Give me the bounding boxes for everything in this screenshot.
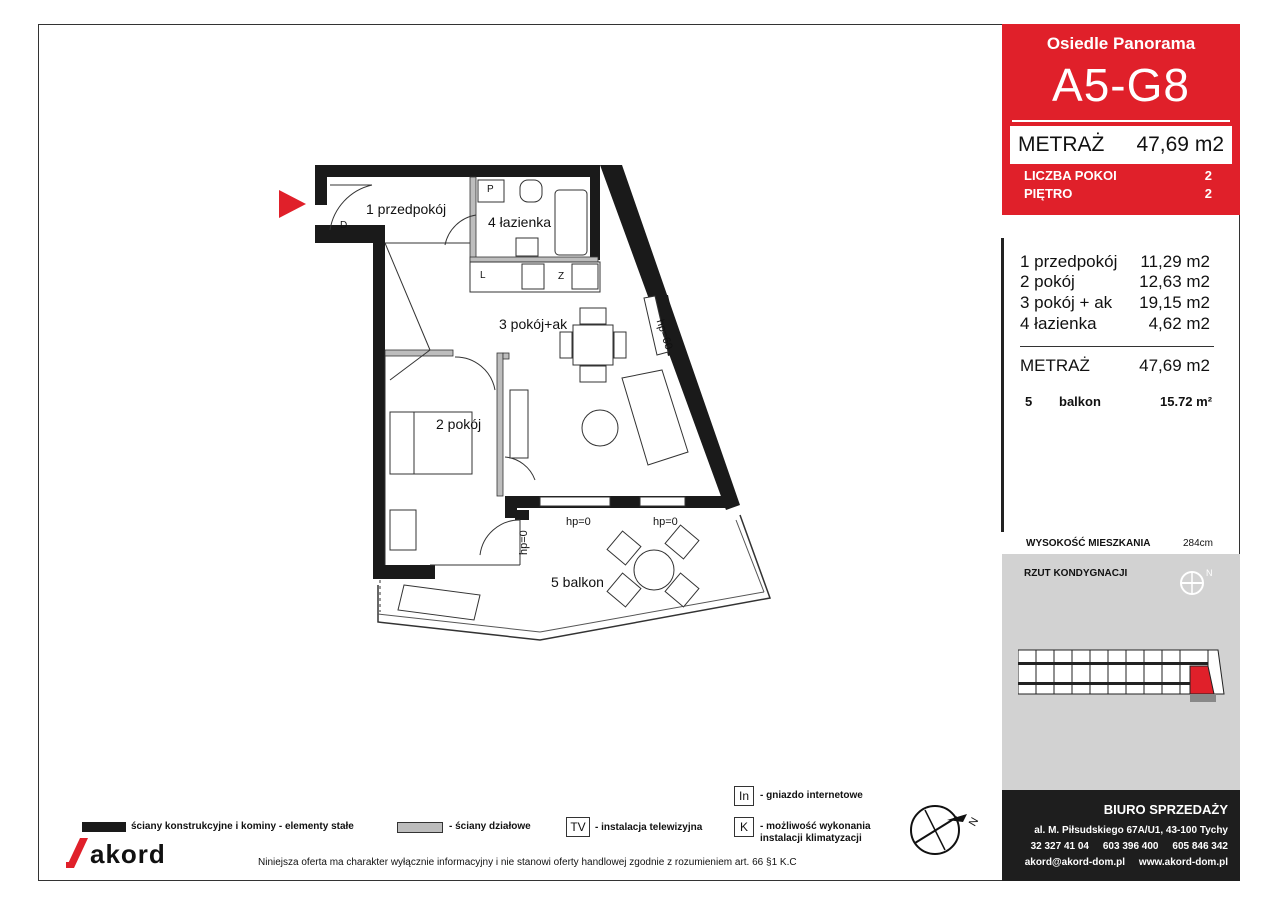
area-row xyxy=(1020,314,1210,334)
legend-tv-text: - instalacja telewizyjna xyxy=(595,822,703,833)
legend-k-text-2: instalacji klimatyzacji xyxy=(760,833,862,844)
areas-accent-bar xyxy=(1001,238,1004,532)
height-label: WYSOKOŚĆ MIESZKANIA xyxy=(1026,538,1151,549)
compass-small-letter: N xyxy=(1206,568,1213,578)
header-divider xyxy=(1012,120,1230,122)
legend-partition-swatch xyxy=(397,822,443,833)
legend-partition-text: - ściany działowe xyxy=(449,821,531,832)
compass-letter: N xyxy=(966,815,982,829)
hp0-label-a: hp=0 xyxy=(566,516,591,528)
metraz-value: 47,69 m2 xyxy=(1136,133,1224,156)
compass-icon xyxy=(905,800,995,860)
rooms-label: LICZBA POKOI xyxy=(1024,168,1117,183)
area-name: 3 pokój + ak xyxy=(1020,293,1113,312)
legend-k-box: K xyxy=(734,817,754,837)
balcony-value: 15.72 m² xyxy=(1160,394,1213,409)
balcony-name: balkon xyxy=(1059,394,1101,409)
floor-row xyxy=(1024,186,1212,201)
akord-logo-mark-icon xyxy=(64,836,92,870)
area-total-row xyxy=(1020,356,1210,376)
room-label-pokoj-ak: 3 pokój+ak xyxy=(499,316,568,332)
unit-code: A5-G8 xyxy=(1052,59,1190,111)
legend-in-text: - gniazdo internetowe xyxy=(760,790,863,801)
sales-office-phones: 32 327 41 04 603 396 400 605 846 342 xyxy=(1030,841,1228,852)
sales-office-contacts[interactable]: akord@akord-dom.pl www.akord-dom.pl xyxy=(1024,857,1228,868)
legend-k-text-1: - możliwość wykonania xyxy=(760,821,871,832)
room-label-balkon: 5 balkon xyxy=(551,574,604,590)
metraz-label: METRAŻ xyxy=(1018,133,1105,156)
total-label: METRAŻ xyxy=(1020,356,1090,375)
z-mark: Z xyxy=(558,271,565,282)
floor-key-panel xyxy=(1002,554,1240,790)
hp0-label-b: hp=0 xyxy=(653,516,678,528)
d-mark: D xyxy=(340,220,348,231)
area-name: 2 pokój xyxy=(1020,272,1075,291)
room-label-przedpokoj: 1 przedpokój xyxy=(366,201,447,217)
l-mark: L xyxy=(480,270,486,281)
p-mark: P xyxy=(487,184,494,195)
metraz-box xyxy=(1010,126,1232,164)
estate-name: Osiedle Panorama xyxy=(1046,34,1196,53)
entrance-arrow-icon xyxy=(279,190,306,218)
area-value: 19,15 m2 xyxy=(1139,293,1210,312)
height-value: 284cm xyxy=(1183,538,1214,549)
legend-in-box: In xyxy=(734,786,754,806)
area-name: 4 łazienka xyxy=(1020,314,1097,333)
area-value: 12,63 m2 xyxy=(1139,272,1210,291)
floor-value: 2 xyxy=(1204,186,1212,201)
legend-structural-text: ściany konstrukcyjne i kominy - elementy stałe xyxy=(131,821,354,832)
rooms-row xyxy=(1024,168,1212,183)
logo-text: akord xyxy=(90,839,166,869)
area-divider xyxy=(1020,346,1214,347)
unit-header xyxy=(1002,24,1240,215)
area-row xyxy=(1020,252,1210,272)
area-row xyxy=(1020,272,1210,292)
sales-office-address: al. M. Piłsudskiego 67A/U1, 43-100 Tychy xyxy=(1034,825,1228,836)
rooms-value: 2 xyxy=(1204,168,1212,183)
area-row xyxy=(1020,293,1210,313)
total-value: 47,69 m2 xyxy=(1139,356,1210,375)
area-value: 4,62 m2 xyxy=(1148,314,1210,333)
hp60-label: hp=60 xyxy=(653,318,675,352)
disclaimer: Niniejsza oferta ma charakter wyłącznie informacyjny i nie stanowi oferty handlowej zgodnie z rozumieniem art. 66 §1 K.C xyxy=(258,857,797,868)
sales-office-title: BIURO SPRZEDAŻY xyxy=(1103,802,1228,817)
floor-key-label: RZUT KONDYGNACJI xyxy=(1024,568,1128,579)
legend-tv-box: TV xyxy=(566,817,590,837)
area-name: 1 przedpokój xyxy=(1020,252,1118,271)
room-label-lazienka: 4 łazienka xyxy=(488,214,552,230)
legend-structural-swatch xyxy=(82,822,126,832)
hp0-label-c: hp=0 xyxy=(518,530,530,555)
area-value: 11,29 m2 xyxy=(1140,252,1210,271)
akord-logo xyxy=(64,836,204,872)
floor-label: PIĘTRO xyxy=(1024,186,1073,201)
room-label-pokoj: 2 pokój xyxy=(436,416,482,432)
balcony-number: 5 xyxy=(1025,394,1033,409)
building-key-plan xyxy=(1018,642,1228,712)
sales-office-panel xyxy=(1002,790,1240,881)
